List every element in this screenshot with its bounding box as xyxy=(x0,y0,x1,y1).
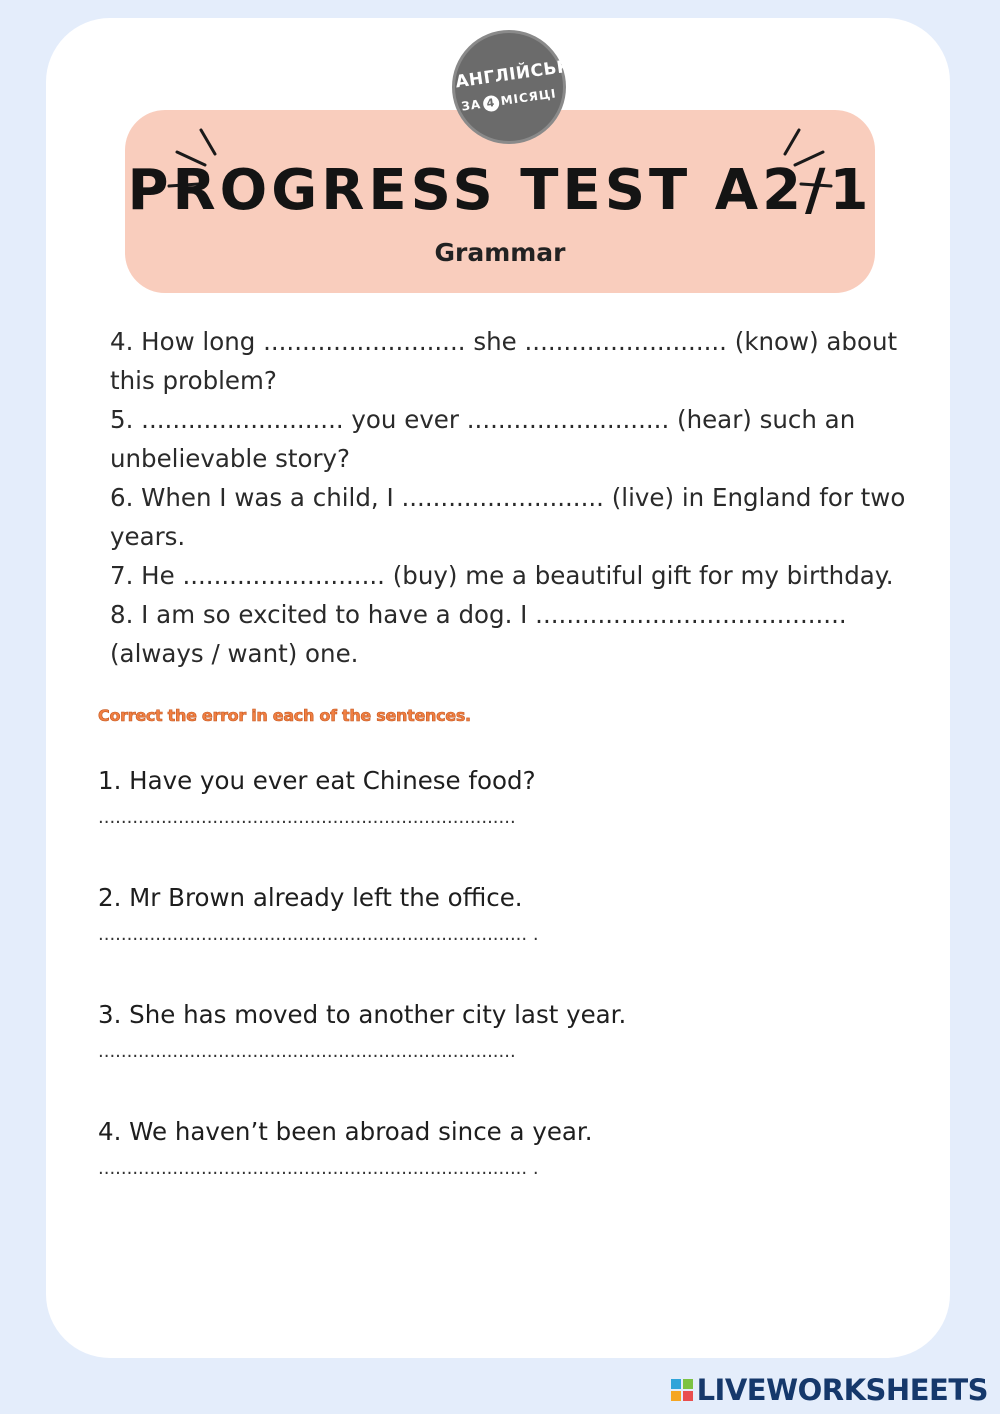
correction-question: 2. Mr Brown already left the office. xyxy=(98,883,523,912)
answer-line[interactable]: ........................................................................... . xyxy=(98,924,539,945)
section-instruction: Correct the error in each of the sentences. xyxy=(98,706,471,725)
answer-line[interactable]: ......................................................................... xyxy=(98,1041,516,1062)
brand-name: LIVEWORKSHEETS xyxy=(696,1373,988,1407)
answer-line[interactable]: ........................................................................... . xyxy=(98,1158,539,1179)
correction-item xyxy=(98,883,918,945)
liveworksheets-logo[interactable] xyxy=(671,1370,988,1410)
exercise-item: 7. He .......................... (buy) me a beautiful gift for my birthday. xyxy=(110,561,894,590)
gap-fill-exercise xyxy=(110,322,930,673)
correction-question: 4. We haven’t been abroad since a year. xyxy=(98,1117,593,1146)
logo-line-2-right: МІСЯЦІ xyxy=(499,86,558,109)
page-title: PROGRESS TEST A2/1 xyxy=(127,158,873,223)
exercise-item: 5. .......................... you ever .......................... (hear) such an unbelievable story? xyxy=(110,405,856,473)
page-subtitle: Grammar xyxy=(434,238,566,267)
logo-number-badge: 4 xyxy=(482,94,500,112)
exercise-item: 8. I am so excited to have a dog. I ........................................ (always / want) one. xyxy=(110,600,847,668)
logo-line-2-left: ЗА xyxy=(460,96,482,114)
correction-item xyxy=(98,1000,918,1062)
correction-question: 3. She has moved to another city last year. xyxy=(98,1000,627,1029)
school-logo xyxy=(452,30,587,144)
exercise-item: 4. How long .......................... she .......................... (know) about this problem? xyxy=(110,327,898,395)
correction-question: 1. Have you ever eat Chinese food? xyxy=(98,766,536,795)
brand-mark-icon xyxy=(671,1379,693,1401)
answer-line[interactable]: ......................................................................... xyxy=(98,807,516,828)
correction-item xyxy=(98,1117,918,1179)
logo-line-1: АНГЛІЙСЬКА xyxy=(454,54,587,93)
exercise-item: 6. When I was a child, I .......................... (live) in England for two years. xyxy=(110,483,906,551)
correction-item xyxy=(98,766,918,828)
